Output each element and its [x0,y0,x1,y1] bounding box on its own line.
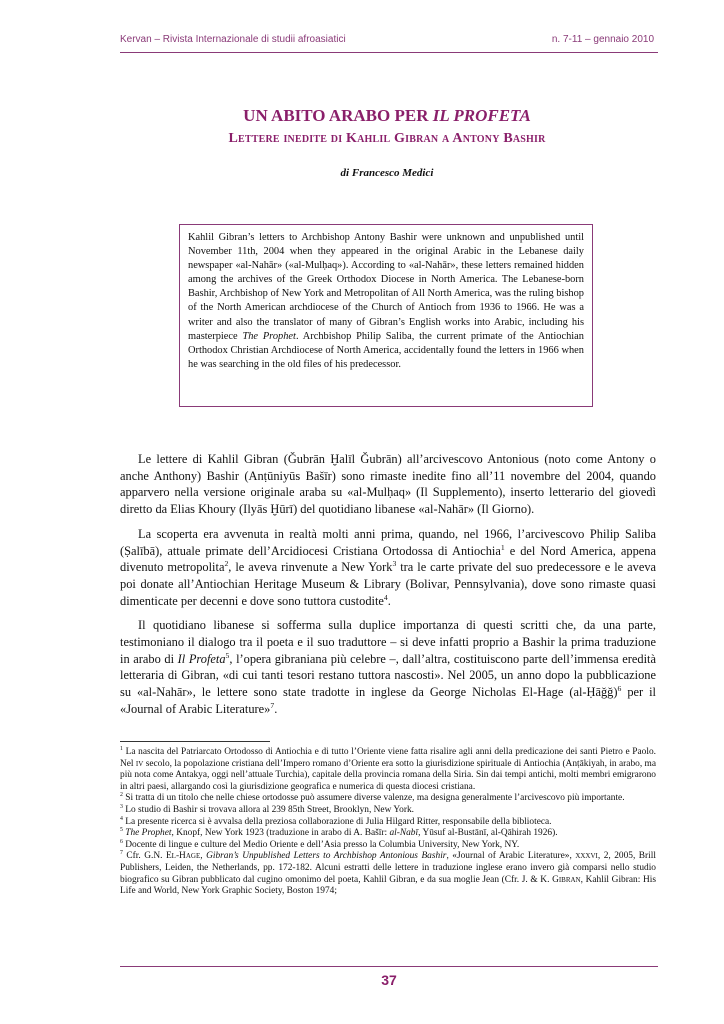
footnote-7: $^7$ Cfr. G.N. El-Hage, Gibran’s Unpublished Letters to Archbishop Antonious Bashir, «Journal of Arabic Literature», xxxvi, 2, 2005, Brill Publishers, Leiden, the Netherlands, pp. 172-182. Alcuni estratti delle lettere in traduzione inglese erano invero già comparsi nello studio biografico su Gibran pubblicato dal cugino omonimo del poeta, Kahlil Gibran, e da sua moglie Jean (Cfr. J. & K. Gibran, Kahlil Gibran: His Life and World, New York Graphic Society, Boston 1974; [120,850,656,897]
footnote-divider [120,741,270,742]
footnote-ref[interactable]: 5 [225,650,230,660]
footnote-5: $^5$ The Prophet, Knopf, New York 1923 (traduzione in arabo di A. Bašīr: al-Nabī, Yūsuf al-Bustānī, al-Qāhirah 1926). [120,827,558,839]
article-title [120,104,654,150]
footer-divider [120,966,658,967]
author-byline: di Francesco Medici [340,167,434,179]
journal-name: Kervan – Rivista Internazionale di studii afroasiatici [120,34,346,45]
footnote-ref[interactable]: 2 [224,559,229,569]
paragraph-3: Il quotidiano libanese si sofferma sulla duplice importanza di questi scritti che, da una parte, testimoniano il dialogo tra il poeta e il suo traduttore – si deve infatti proprio a Bashir la prima traduzione in arabo di Il Profeta$^5$, l’opera gibraniana più celebre –, dall’altra, costituiscono parte dell’immensa eredità letteraria di Gibran, «di cui tanti tesori restano tuttora nascosti». Nel 2005, un anno dopo la pubblicazione su «al-Nahār», le lettere sono state tradotte in inglese da George Nicholas El-Hage (al-Ḥāǧǧ)$^6$ per il «Journal of Arabic Literature»$^7$. [120,618,656,716]
footnote-2: $^2$ Si tratta di un titolo che nelle chiese ortodosse può assumere diverse valenze, ma designa generalmente l’arcivescovo più importante. [120,792,625,804]
footnote-ref[interactable]: 3 [392,559,397,569]
footnote-3: $^3$ Lo studio di Bashir si trovava allora al 239 85th Street, Brooklyn, New York. [120,803,415,815]
footnotes [120,747,656,898]
paragraph-2: La scoperta era avvenuta in realtà molti anni prima, quando, nel 1966, l’arcivescovo Philip Saliba (Ṣalībā), attuale primate dell’Arcidiocesi Cristiana Ortodossa di Antiochia$^1$ e del Nord America, appena divenuto metropolita$^2$, le aveva rinvenute a New York$^3$ tra le carte private del suo predecessore e le aveva poi donate all’Antiochian Heritage Museum & Library (Bolivar, Pennsylvania), dove sono rimaste quasi dimenticate per decenni e dove sono tuttora custodite$^4$. [120,526,657,608]
footnote-ref[interactable]: 1 [500,542,505,552]
abstract-box: Kahlil Gibran’s letters to Archbishop Antony Bashir were unknown and unpublished until November 11th, 2004 when they appeared in the original Arabic in the Lebanese daily newspaper «al-Nahār» («al-Mulḥaq»). According to «al-Nahār», these letters remained hidden among the archives of the Greek Orthodox Diocese in North America. The Lebanese-born Bashir, Archbishop of New York and Metropolitan of All North America, was the ruling bishop of the North American archdiocese of the Church of Antioch from 1936 to 1966. He was a writer and also the translator of many of Gibran’s English works into Arabic, including his masterpiece The Prophet. Archbishop Philip Saliba, the current primate of the Antiochian Orthodox Christian Archdiocese of North America, accidentally found the letters in 1966 when he was searching in the old files of his predecessor. [179,224,593,407]
footnote-ref[interactable]: 6 [617,684,622,694]
footnote-ref[interactable]: 7 [270,700,275,710]
footnote-4: $^4$ La presente ricerca si è avvalsa della preziosa collaborazione di Julia Hilgard Ritter, responsabile della biblioteca. [120,815,552,827]
issue-info: n. 7-11 – gennaio 2010 [551,34,654,45]
title-line-2: Lettere inedite di Kahlil Gibran a Antony Bashir [228,131,546,146]
page-number: 37 [381,972,397,988]
footnote-1: $^1$ La nascita del Patriarcato Ortodosso di Antiochia e di tutto l’Oriente viene fatta risalire agli anni della predicazione dei santi Pietro e Paolo. Nel iv secolo, la popolazione cristiana dell’Impero romano d’Oriente era sotto la giurisdizione spirituale di Antiochia (Anṭākiyah, in arabo, ma più nota come Antakya, oggi nell’attuale Turchia), capitale della provincia romana della Siria. Sin dai tempi antichi, molti membri emigrarono in altri paesi, allargando così la giurisdizione geografica e numerica di questa diocesi cristiana. [120,745,656,792]
title-line-1: UN ABITO ARABO PER IL PROFETA [243,106,531,125]
footnote-6: $^6$ Docente di lingue e culture del Medio Oriente e dell’Asia presso la Columbia University, New York, NY. [120,838,520,850]
article-body [120,451,656,726]
paragraph-1: Le lettere di Kahlil Gibran (Ǧubrān Ḫalīl Ǧubrān) all’arcivescovo Antonious (noto come Antony o anche Anthony) Bashir (Anṭūniyūs Bašīr) sono rimaste inedite fino all’11 novembre del 2004, quando apparvero nella versione originale araba su «al-Mulḥaq» (Il Supplemento), inserto letterario del giovedì diretto da Elias Khoury (Ilyās Ḫūrī) del quotidiano libanese «al-Nahār» (Il Giorno). [120,452,656,517]
header-divider [120,52,658,53]
footnote-ref[interactable]: 4 [383,592,388,602]
running-header [120,34,654,50]
